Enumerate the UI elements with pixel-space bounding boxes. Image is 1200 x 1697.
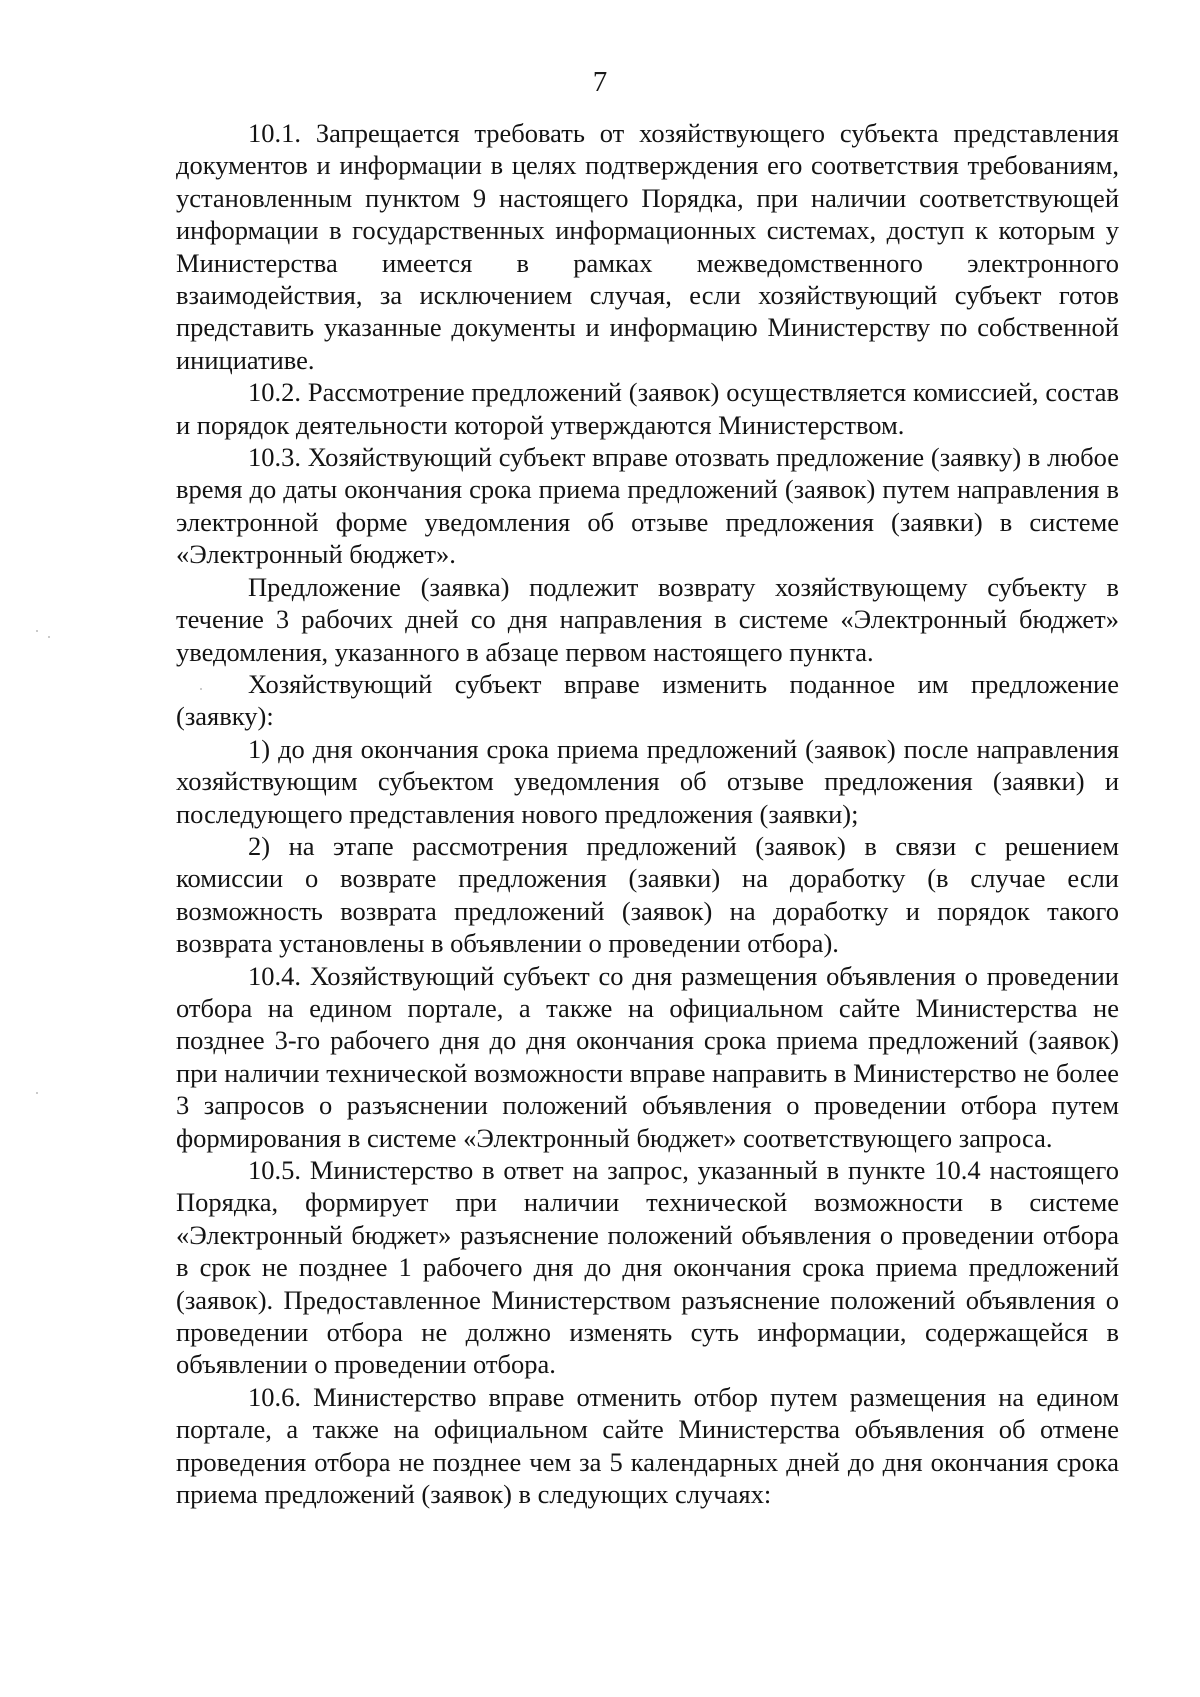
paragraph-10-4: 10.4. Хозяйствующий субъект со дня размещения объявления о проведении отбора на едином портале, а также на официальном сайте Министерства не позднее 3-го рабочего дня до дня окончания срока приема предложений (заявок) при наличии технической возможности вправе направить в Министерство не более 3 запросов о разъяснении положений объявления о проведении отбора путем формирования в системе «Электронный бюджет» соответствующего запроса.	[176, 960, 1119, 1153]
paragraph-10-6: 10.6. Министерство вправе отменить отбор путем размещения на едином портале, а также на официальном сайте Министерства объявления об отмене проведения отбора не позднее чем за 5 календарных дней до дня окончания срока приема предложений (заявок) в следующих случаях:	[176, 1381, 1119, 1510]
scan-speck	[200, 688, 202, 690]
scan-speck	[36, 1092, 38, 1094]
paragraph-10-3: 10.3. Хозяйствующий субъект вправе отозвать предложение (заявку) в любое время до даты окончания срока приема предложений (заявок) путем направления в электронной форме уведомления об отзыве предложения (заявки) в системе «Электронный бюджет».	[176, 442, 1119, 570]
paragraph-change-application: Хозяйствующий субъект вправе изменить поданное им предложение (заявку):	[176, 668, 1119, 732]
list-item-2: 2) на этапе рассмотрения предложений (заявок) в связи с решением комиссии о возврате предложения (заявки) на доработку (в случае если возможность возврата предложений (заявок) на доработку и порядок такого возврата установлены в объявлении о проведении отбора).	[176, 830, 1119, 959]
paragraph-10-2: 10.2. Рассмотрение предложений (заявок) осуществляется комиссией, состав и порядок деятельности которой утверждаются Министерством.	[176, 377, 1119, 440]
paragraph-10-5: 10.5. Министерство в ответ на запрос, указанный в пункте 10.4 настоящего Порядка, формирует при наличии технической возможности в системе «Электронный бюджет» разъяснение положений объявления о проведении отбора в срок не позднее 1 рабочего дня до дня окончания срока приема предложений (заявок). Предоставленное Министерством разъяснение положений объявления о проведении отбора не должно изменять суть информации, содержащейся в объявлении о проведении отбора.	[176, 1155, 1119, 1380]
document-body	[176, 117, 1119, 1510]
paragraph-return-of-application: Предложение (заявка) подлежит возврату хозяйствующему субъекту в течение 3 рабочих дней со дня направления в системе «Электронный бюджет» уведомления, указанного в абзаце первом настоящего пункта.	[176, 571, 1119, 667]
scan-speck	[36, 630, 38, 632]
page-number: 7	[592, 66, 608, 98]
paragraph-10-1: 10.1. Запрещается требовать от хозяйствующего субъекта представления документов и информации в целях подтверждения его соответствия требованиям, установленным пунктом 9 настоящего Порядка, при наличии соответствующей информации в государственных информационных системах, доступ к которым у Министерства имеется в рамках межведомственного электронного взаимодействия, за исключением случая, если хозяйствующий субъект готов представить указанные документы и информацию Министерству по собственной инициативе.	[176, 118, 1119, 375]
list-item-1: 1) до дня окончания срока приема предложений (заявок) после направления хозяйствующим субъектом уведомления об отзыве предложения (заявки) и последующего представления нового предложения (заявки);	[176, 733, 1119, 829]
scan-speck	[48, 636, 50, 638]
